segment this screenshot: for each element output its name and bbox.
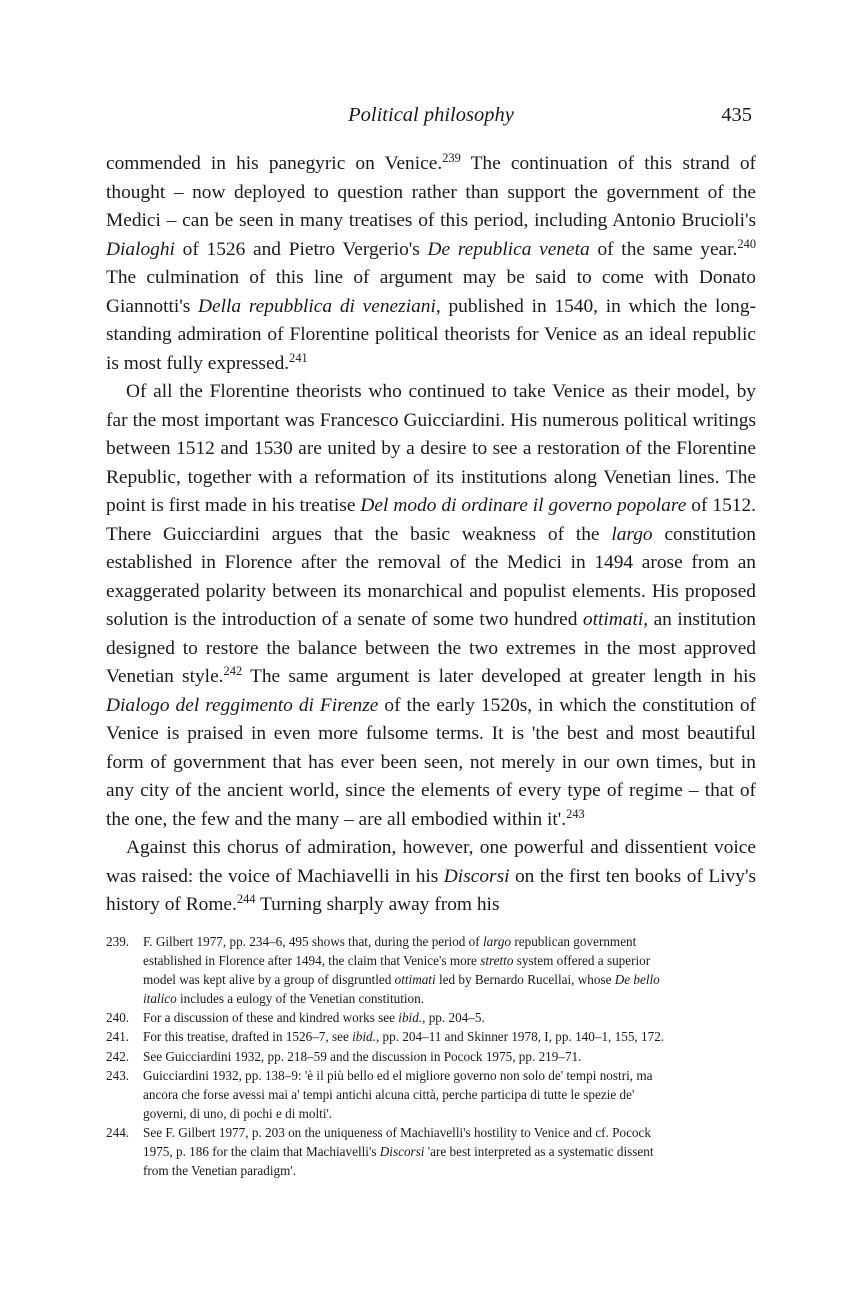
page-number: 435 — [721, 104, 752, 126]
footnote-ref-242[interactable]: 242 — [223, 664, 243, 679]
footnote-ref-243[interactable]: 243 — [566, 806, 585, 821]
footnote-number: 239. — [106, 934, 130, 949]
footnote-240 — [106, 1008, 756, 1027]
footnote-number: 242. — [106, 1048, 130, 1064]
footnote-244 — [106, 1123, 756, 1180]
running-title: Political philosophy — [348, 104, 514, 126]
paragraph-1: commended in his panegyric on Venice.$^{239}$ The continuation of this strand of thought – now deployed to question rather than support the government of the Medici – can be seen in many treatises of this period, including Antonio Brucioli's Dialoghi of 1526 and Pietro Vergerio's De republica veneta of the same year.$^{240}$ The culmination of this line of argument may be said to come with Donato Giannotti's Della repubblica di veneziani, published in 1540, in which the long-standing admiration of Florentine political theorists for Venice as an ideal republic is most fully expressed.$^{241}$ — [106, 151, 757, 374]
footnote-242 — [106, 1047, 756, 1066]
footnote-241 — [106, 1027, 756, 1046]
footnote-ref-244[interactable]: 244 — [236, 892, 256, 907]
footnote-ref-241[interactable]: 241 — [289, 350, 308, 365]
footnote-number: 244. — [106, 1124, 130, 1140]
footnote-text: For this treatise, drafted in 1526–7, see ibid., pp. 204–11 and Skinner 1978, I, pp. 140–1, 155, 172. — [143, 1029, 665, 1045]
footnote-text: F. Gilbert 1977, pp. 234–6, 495 shows that, during the period of largo republican government established in Florence after 1494, the claim that Venice's more stretto system offered a superior model was kept alive by a group of disgruntled ottimati led by Bernardo Rucellai, whose De bello italico includes a eulogy of the Venetian constitution. — [143, 934, 660, 1007]
paragraph-2: Of all the Florentine theorists who continued to take Venice as their model, by far the most important was Francesco Guicciardini. His numerous political writings between 1512 and 1530 are united by a desire to see a restoration of the Florentine Republic, together with a reformation of its institutions along Venetian lines. The point is first made in his treatise Del modo di ordinare il governo popolare of 1512. There Guicciardini argues that the basic weakness of the largo constitution established in Florence after the removal of the Medici in 1494 arose from an exaggerated polarity between its monarchical and populist elements. His proposed solution is the introduction of a senate of some two hundred ottimati, an institution designed to restore the balance between the two extremes in the most approved Venetian style.$^{242}$ The same argument is later developed at greater length in his Dialogo del reggimento di Firenze of the early 1520s, in which the constitution of Venice is praised in even more fulsome terms. It is 'the best and most beautiful form of government that has ever been seen, not merely in our own times, but in any city of the ancient world, since the elements of every type of regime – that of the one, the few and the many – are all embodied within it'.$^{243}$ — [106, 381, 757, 830]
footnote-text: See F. Gilbert 1977, p. 203 on the uniqueness of Machiavelli's hostility to Venice and cf. Pocock 1975, p. 186 for the claim that Machiavelli's Discorsi 'are best interpreted as a systematic dissent from the Venetian paradigm'. — [143, 1124, 654, 1179]
paragraph-3: Against this chorus of admiration, however, one powerful and dissentient voice was raised: the voice of Machiavelli in his Discorsi on the first ten books of Livy's history of Rome.$^{244}$ Turning sharply away from his — [106, 837, 756, 915]
footnote-number: 240. — [106, 1010, 130, 1026]
footnote-ref-240[interactable]: 240 — [737, 236, 757, 251]
running-head — [106, 104, 756, 134]
footnote-243 — [106, 1066, 756, 1123]
footnote-text: For a discussion of these and kindred works see ibid., pp. 204–5. — [143, 1010, 485, 1026]
footnotes — [106, 932, 756, 1180]
footnote-ref-239[interactable]: 239 — [442, 151, 461, 166]
footnote-239 — [106, 932, 756, 1008]
body-text — [106, 150, 756, 920]
footnote-number: 243. — [106, 1067, 130, 1083]
footnote-text: Guicciardini 1932, pp. 138–9: 'è il più bello ed el migliore governo non solo de' tempi nostri, ma ancora che forse avessi mai a' tempi antichi alcuna città, perche participa di tutte le spezie de' governi, di uno, di pochi e di molti'. — [143, 1067, 653, 1121]
footnote-number: 241. — [106, 1029, 130, 1045]
footnote-text: See Guicciardini 1932, pp. 218–59 and the discussion in Pocock 1975, pp. 219–71. — [143, 1048, 582, 1064]
